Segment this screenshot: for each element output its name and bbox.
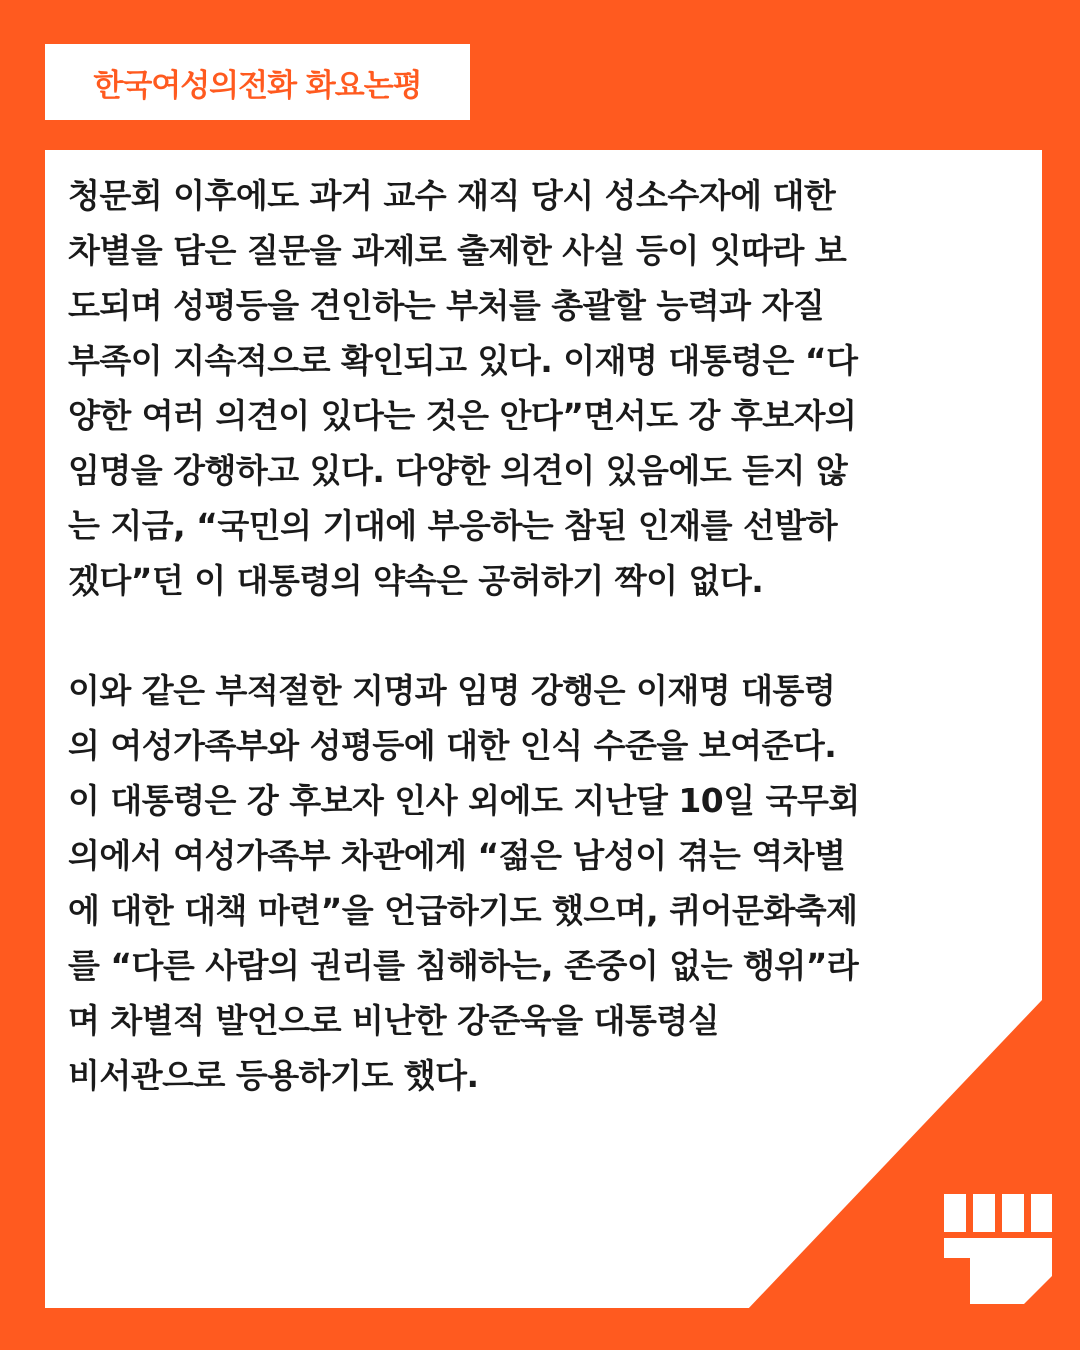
text-line: 이와 같은 부적절한 지명과 임명 강행은 이재명 대통령 — [68, 671, 836, 710]
text-line: 를 “다른 사람의 권리를 침해하는, 존중이 없는 행위”라 — [68, 946, 859, 985]
paragraph-2 — [68, 663, 1008, 1103]
text-line: 비서관으로 등용하기도 했다. — [68, 1056, 479, 1095]
text-line: 겠다”던 이 대통령의 약속은 공허하기 짝이 없다. — [68, 561, 764, 600]
series-tag — [45, 44, 470, 120]
text-line: 에 대한 대책 마련”을 언급하기도 했으며, 퀴어문화축제 — [68, 891, 858, 930]
editorial-body — [68, 168, 1008, 1103]
text-line: 양한 여러 의견이 있다는 것은 안다”면서도 강 후보자의 — [68, 396, 857, 435]
fist-icon — [942, 1192, 1054, 1304]
text-line: 의에서 여성가족부 차관에게 “젊은 남성이 겪는 역차별 — [68, 836, 846, 875]
paragraph-gap — [68, 608, 1008, 663]
text-line: 부족이 지속적으로 확인되고 있다. 이재명 대통령은 “다 — [68, 341, 858, 380]
paragraph-1 — [68, 168, 1008, 608]
text-line: 도되며 성평등을 견인하는 부처를 총괄할 능력과 자질 — [68, 286, 825, 325]
text-line: 는 지금, “국민의 기대에 부응하는 참된 인재를 선발하 — [68, 506, 838, 545]
series-tag-label: 한국여성의전화 화요논평 — [93, 67, 422, 104]
text-line: 며 차별적 발언으로 비난한 강준욱을 대통령실 — [68, 1001, 720, 1040]
text-line: 임명을 강행하고 있다. 다양한 의견이 있음에도 듣지 않 — [68, 451, 848, 490]
text-line: 청문회 이후에도 과거 교수 재직 당시 성소수자에 대한 — [68, 176, 836, 215]
text-line: 차별을 담은 질문을 과제로 출제한 사실 등이 잇따라 보 — [68, 231, 847, 270]
text-line: 이 대통령은 강 후보자 인사 외에도 지난달 10일 국무회 — [68, 781, 860, 820]
text-line: 의 여성가족부와 성평등에 대한 인식 수준을 보여준다. — [68, 726, 837, 765]
